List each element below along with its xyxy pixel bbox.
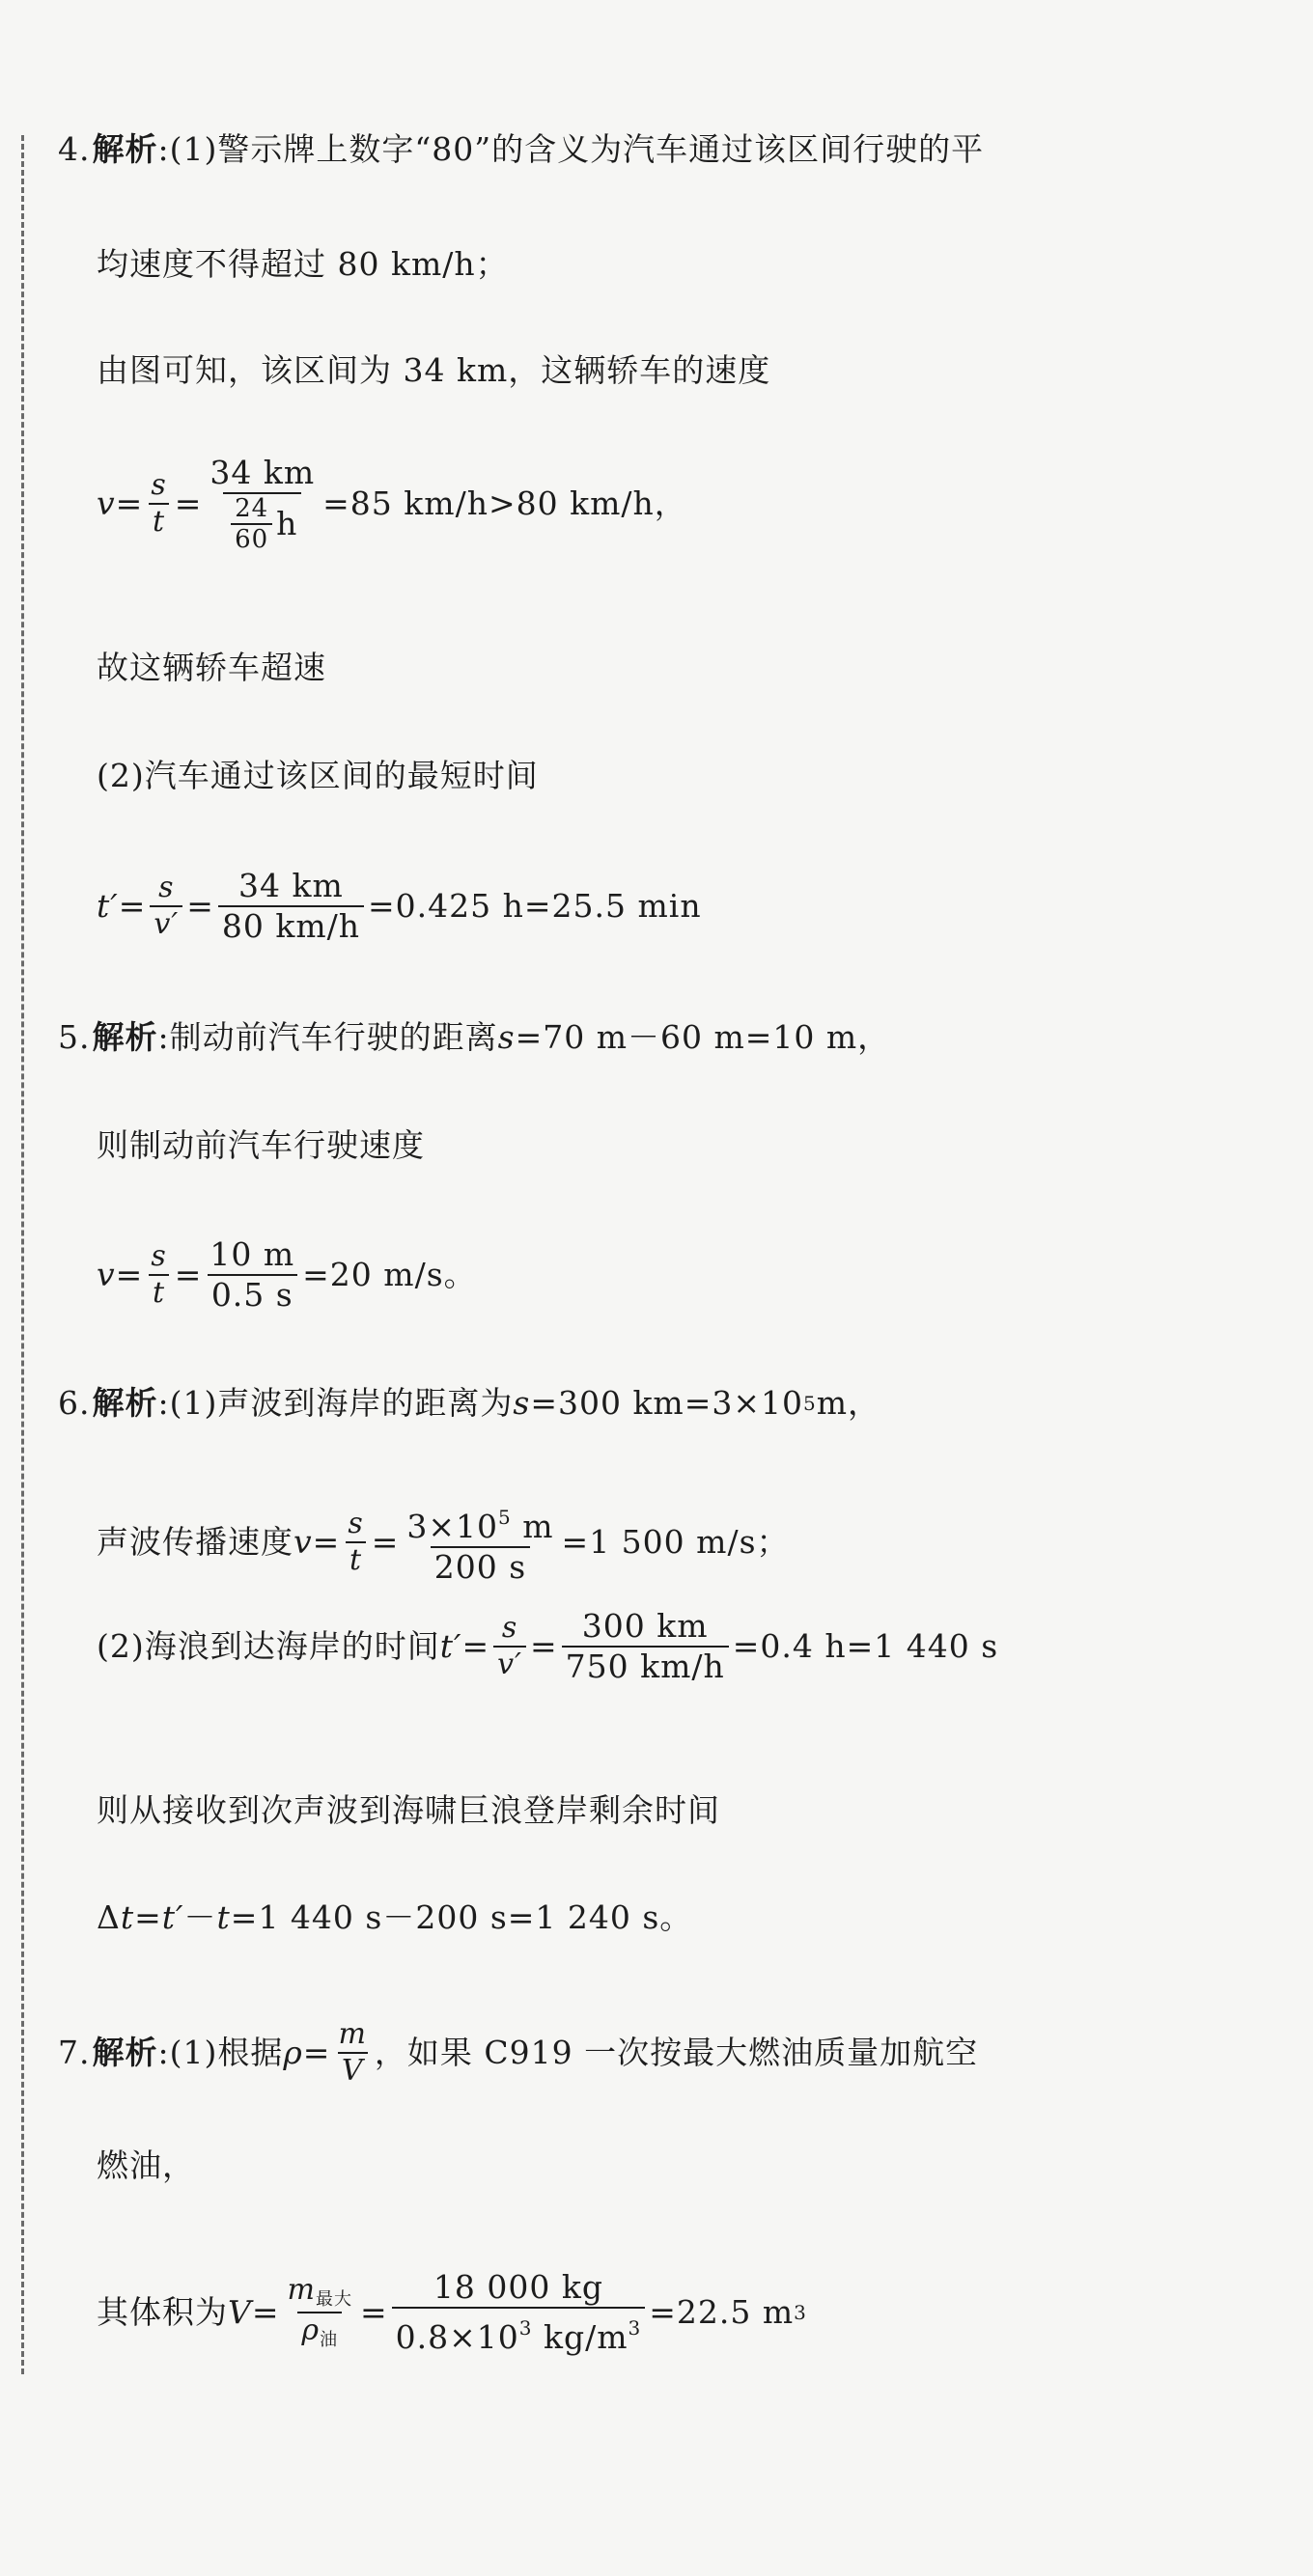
- q5-equation-1: v = $\frac{s}{t}$ = $\frac{10 m}{0.5 s}$ =20 m/s。: [97, 1235, 477, 1314]
- dashed-binding-line: [21, 135, 24, 2374]
- q6-line-1: 6. 解析 :(1)声波到海岸的距离为 s =300 km=3×10 5 m，: [58, 1384, 881, 1422]
- q5-number: 5.: [58, 1018, 91, 1056]
- q4-line-2: 均速度不得超过 80 km/h；: [97, 245, 509, 283]
- q5-line-2: 则制动前汽车行驶速度: [97, 1126, 425, 1164]
- fraction: $\frac{300 km}{750 km/h}$: [562, 1607, 729, 1686]
- q6-label: 解析: [92, 1384, 158, 1422]
- q6-number: 6.: [58, 1384, 91, 1422]
- fraction: $\frac{s}{v'}$: [150, 871, 182, 942]
- q4-number: 4.: [58, 130, 91, 168]
- q7-label: 解析: [92, 2034, 158, 2071]
- q4-line-1: [58, 130, 984, 169]
- q6-equation-3: Δ t = t′ － t =1 440 s－200 s=1 240 s。: [97, 1898, 693, 1936]
- fraction: $\frac{s}{t}$: [344, 1507, 367, 1578]
- q6-line-2: 则从接收到次声波到海啸巨浪登岸剩余时间: [97, 1791, 720, 1829]
- q5-label: 解析: [92, 1018, 158, 1056]
- q4-equation-2: t′ = $\frac{s}{v'}$ = $\frac{34 km}{80 km/h}$ =0.425 h=25.5 min: [97, 867, 702, 945]
- fraction: $\frac{m_{最大}}{\rho_油}$: [287, 2273, 352, 2350]
- fraction: $\frac{34 km}{80 km/h}$: [218, 867, 364, 946]
- q7-line-1: 7. 解析 :(1)根据 ρ = $\frac{m}{V}$ ，如果 C919 一次按最大燃油质量加航空: [58, 2017, 979, 2088]
- q4-line-5: (2)汽车通过该区间的最短时间: [97, 757, 539, 794]
- q4-equation-1: v = $\frac{s}{t}$ = 34 km $\frac{24}{60}$ h =85 km/h>80 km/h，: [97, 454, 687, 554]
- q4-label: 解析: [92, 130, 158, 168]
- fraction: $\frac{18 000 kg}{0.8\times 10^3 kg/m^3}$: [392, 2268, 646, 2357]
- q6-equation-2: (2)海浪到达海岸的时间 t′ = $\frac{s}{v'}$ = $\frac{300 km}{750 km/h}$ =0.4 h=1 440 s: [97, 1607, 999, 1685]
- q4-line-4: 故这辆轿车超速: [97, 649, 326, 686]
- fraction: $\frac{s}{v'}$: [493, 1611, 526, 1682]
- fraction: $\frac{24}{60}$: [231, 494, 272, 554]
- q4-line-3: 由图可知，该区间为 34 km，这辆轿车的速度: [97, 351, 771, 389]
- q4-text-1: :(1)警示牌上数字“80”的含义为汽车通过该区间行驶的平: [157, 130, 985, 168]
- q7-equation-1: 其体积为 V = $\frac{m_{最大}}{\rho_油}$ = $\frac{18 000 kg}{0.8\times 10^3 kg/m^3}$ =22.5 m 3: [97, 2268, 807, 2356]
- fraction: $\frac{s}{t}$: [147, 468, 170, 540]
- q7-number: 7.: [58, 2034, 91, 2071]
- fraction: $\frac{s}{t}$: [147, 1239, 170, 1311]
- q6-equation-1: 声波传播速度 v = $\frac{s}{t}$ = $\frac{3\times 10^5 m}{200 s}$ =1 500 m/s；: [97, 1498, 790, 1587]
- q5-line-1: 5. 解析 :制动前汽车行驶的距离 s =70 m－60 m=10 m，: [58, 1018, 891, 1056]
- fraction: $\frac{m}{V}$: [338, 2017, 367, 2088]
- fraction: $\frac{3\times 10^5 m}{200 s}$: [406, 1506, 554, 1586]
- fraction: $\frac{10 m}{0.5 s}$: [206, 1235, 298, 1315]
- fraction: 34 km $\frac{24}{60}$ h: [210, 454, 316, 554]
- q7-line-2: 燃油，: [97, 2147, 195, 2184]
